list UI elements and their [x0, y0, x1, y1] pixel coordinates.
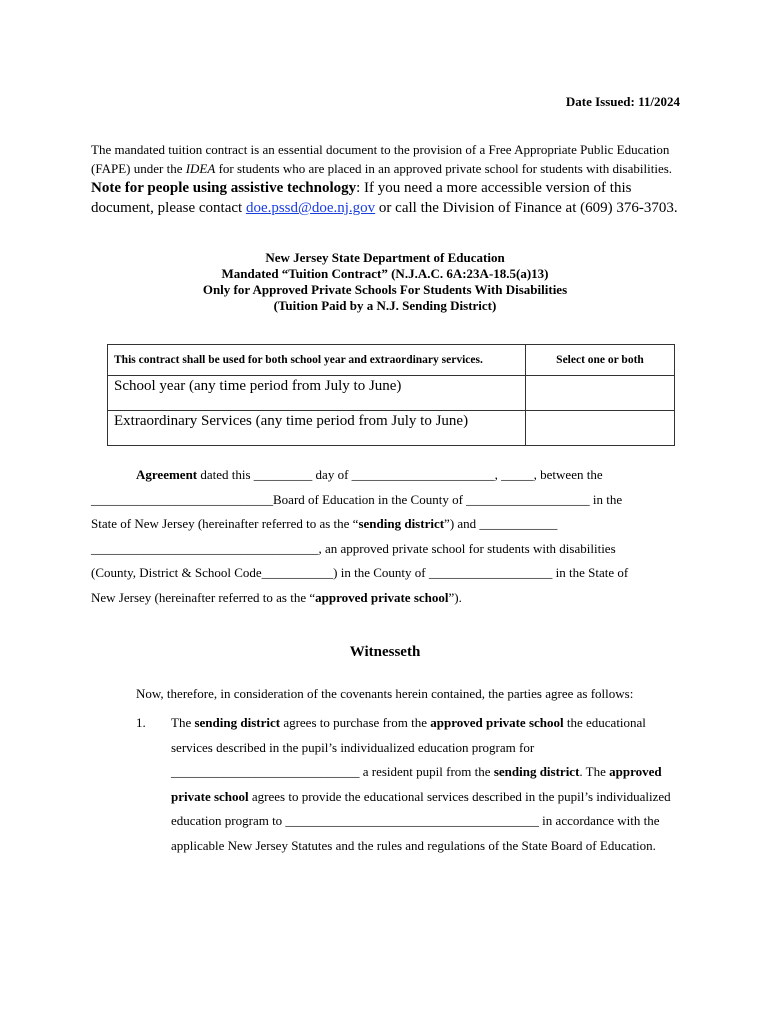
heading-line-1: New Jersey State Department of Education	[265, 250, 505, 265]
agreement-text-1: dated this _________ day of ______________________, _____, between the	[197, 467, 603, 482]
school-year-label: School year (any time period from July to June)	[108, 376, 526, 411]
agreement-line-3	[91, 512, 681, 537]
clause-text-c: agrees to purchase from the	[280, 715, 431, 730]
intro-text-2: for students who are placed in an approved private school for students with disabilities.	[215, 161, 673, 176]
school-year-select-cell[interactable]	[526, 376, 675, 411]
clause-text-e: the educational services described in the pupil’s individualized education program for _____________________________ a resident pupil from the	[171, 715, 646, 779]
intro-text-3: : If you need a more accessible version of this document, please contact	[91, 180, 632, 216]
clause-text	[171, 711, 686, 858]
clause-sending-district-1: sending district	[194, 715, 281, 730]
agreement-text-6b: ”).	[448, 589, 462, 605]
intro-text-1: The mandated tuition contract is an essential document to the provision of a Free Appropriate Public Education (FAPE) under the	[91, 142, 670, 176]
agreement-line-4: ___________________________________, an approved private school for students with disabilities	[91, 540, 616, 556]
table-header-description: This contract shall be used for both school year and extraordinary services.	[108, 345, 526, 376]
date-issued: Date Issued: 11/2024	[565, 94, 680, 109]
witnesseth-title: Witnesseth	[349, 644, 421, 660]
extraordinary-select-cell[interactable]	[526, 411, 675, 446]
agreement-line-1	[91, 463, 681, 488]
heading-line-4: (Tuition Paid by a N.J. Sending District)	[273, 298, 497, 313]
approved-private-school-term: approved private school	[315, 589, 449, 605]
agreement-text-3a: State of New Jersey (hereinafter referred to as the “	[91, 516, 359, 531]
agreement-label: Agreement	[136, 467, 198, 482]
agreement-line-5: (County, District & School Code___________) in the County of ___________________ in the State of	[91, 565, 629, 580]
table-header-row	[108, 345, 675, 376]
table-header-select: Select one or both	[526, 345, 675, 376]
intro-text-4: or call the Division of Finance at (609) 376-3703.	[375, 200, 678, 216]
clause-sending-district-2: sending district	[493, 764, 580, 779]
heading-line-2: Mandated “Tuition Contract” (N.J.A.C. 6A:23A-18.5(a)13)	[221, 266, 549, 281]
agreement-line-2: ____________________________Board of Education in the County of ___________________ in the	[91, 491, 623, 507]
sending-district-term: sending district	[358, 516, 445, 531]
agreement-paragraph	[91, 463, 681, 610]
clause-text-a: The	[171, 715, 195, 730]
clause-text-i: agrees to provide the educational services described in the pupil’s individualized education program to _______________________________________ in accordance with the applicable New Jersey Statutes and the rules and regulations of the State Board of Education.	[171, 788, 671, 853]
contract-type-table	[107, 344, 675, 446]
agreement-text-6a: New Jersey (hereinafter referred to as the “	[91, 589, 316, 605]
table-row-extraordinary	[108, 411, 675, 446]
contact-email-link[interactable]: doe.pssd@doe.nj.gov	[245, 200, 376, 216]
intro-paragraph	[91, 140, 691, 218]
agreement-line-6	[91, 586, 681, 611]
document-heading	[91, 250, 679, 314]
extraordinary-services-label: Extraordinary Services (any time period from July to June)	[108, 411, 526, 446]
clause-approved-school-1: approved private school	[430, 715, 564, 730]
clause-1	[136, 711, 686, 858]
witnesseth-intro: Now, therefore, in consideration of the covenants herein contained, the parties agree as follows:	[136, 686, 634, 701]
intro-idea: IDEA	[185, 161, 216, 176]
clause-approved-school-2: approved private school	[171, 764, 662, 804]
accessibility-note-label: Note for people using assistive technology	[91, 180, 357, 196]
clause-text-g: . The	[579, 764, 610, 779]
heading-line-3: Only for Approved Private Schools For Students With Disabilities	[202, 282, 568, 297]
clause-number: 1.	[136, 715, 146, 730]
agreement-text-3b: ”) and ____________	[444, 516, 558, 531]
table-row-school-year	[108, 376, 675, 411]
